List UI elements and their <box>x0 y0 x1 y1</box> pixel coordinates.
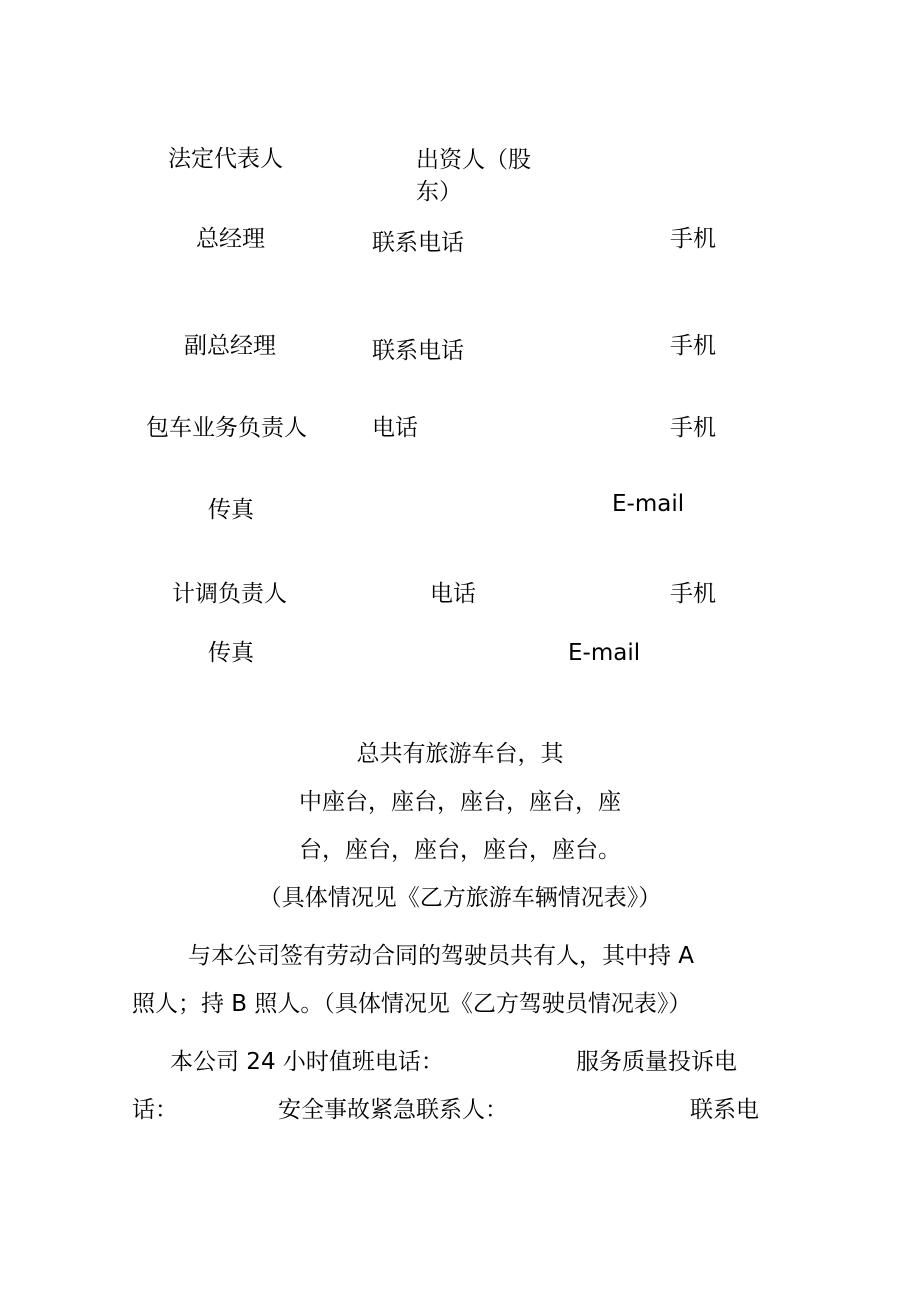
charter-fax-label: 传真 <box>208 497 254 523</box>
investor-label: 出资人（股东） <box>416 147 531 205</box>
legal-rep-label: 法定代表人 <box>168 146 283 172</box>
drivers-line-2: 照人；持 B 照人。（具体情况见《乙方驾驶员情况表》） <box>132 991 692 1017</box>
safety-contact-label: 安全事故紧急联系人： <box>278 1097 508 1123</box>
charter-mobile-label: 手机 <box>670 415 716 441</box>
deputy-gm-label: 副总经理 <box>184 333 276 359</box>
gm-mobile-label: 手机 <box>670 226 716 252</box>
charter-head-label: 包车业务负责人 <box>146 415 307 441</box>
vehicles-line-1: 总共有旅游车台，其 <box>356 741 564 767</box>
dgm-mobile-label: 手机 <box>670 333 716 359</box>
vehicles-line-3: 台，座台，座台，座台，座台。 <box>299 837 621 863</box>
contact-phone-label: 联系电 <box>690 1097 759 1123</box>
charter-email-label: E-mail <box>612 491 685 517</box>
charter-phone-label: 电话 <box>372 415 418 441</box>
general-manager-label: 总经理 <box>196 226 265 252</box>
dispatch-mobile-label: 手机 <box>670 581 716 607</box>
dispatch-phone-label: 电话 <box>430 581 476 607</box>
complaint-phone-label-part2: 话： <box>132 1097 178 1123</box>
duty-phone-label: 本公司 24 小时值班电话： <box>170 1049 444 1075</box>
vehicles-line-4: （具体情况见《乙方旅游车辆情况表》） <box>258 885 662 911</box>
vehicles-line-2: 中座台，座台，座台，座台，座 <box>299 789 621 815</box>
gm-phone-label: 联系电话 <box>372 230 464 256</box>
drivers-line-1: 与本公司签有劳动合同的驾驶员共有人，其中持 A <box>188 943 695 969</box>
dispatch-email-label: E-mail <box>568 640 641 666</box>
dgm-phone-label: 联系电话 <box>372 338 464 364</box>
dispatch-fax-label: 传真 <box>208 640 254 666</box>
dispatch-head-label: 计调负责人 <box>172 581 287 607</box>
complaint-phone-label-part1: 服务质量投诉电 <box>576 1049 737 1075</box>
